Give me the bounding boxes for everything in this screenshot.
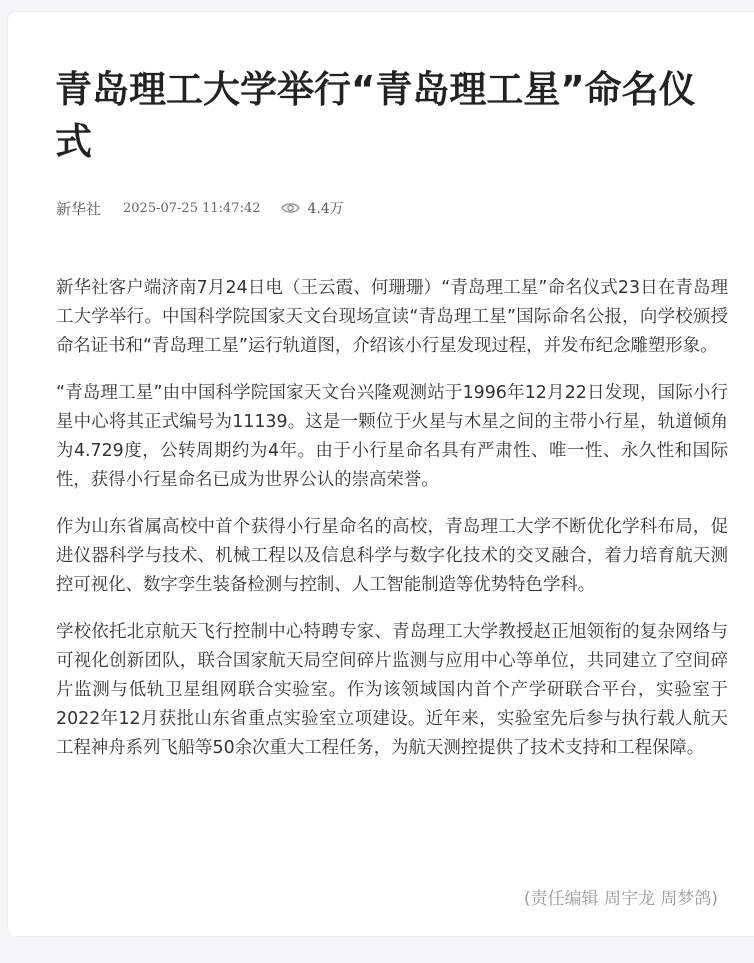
- article-body: [56, 274, 728, 781]
- article-meta: [56, 196, 344, 220]
- source-label[interactable]: 新华社: [56, 199, 102, 218]
- editor-credit: (责任编辑 周宇龙 周梦鸽): [523, 889, 718, 909]
- paragraph: 作为山东省属高校中首个获得小行星命名的高校，青岛理工大学不断优化学科布局，促进仪器科学与技术、机械工程以及信息科学与数字化技术的交叉融合，着力培育航天测控可视化、数字孪生装备检测与控制、人工智能制造等优势特色学科。: [56, 517, 728, 595]
- view-count: 4.4万: [307, 201, 344, 217]
- publish-time: 2025-07-25 11:47:42: [123, 200, 261, 216]
- paragraph: “青岛理工星”由中国科学院国家天文台兴隆观测站于1996年12月22日发现，国际小行星中心将其正式编号为11139。这是一颗位于火星与木星之间的主带小行星，轨道倾角为4.729度，公转周期约为4年。由于小行星命名具有严肃性、唯一性、永久性和国际性，获得小行星命名已成为世界公认的崇高荣誉。: [56, 383, 728, 490]
- paragraph: 新华社客户端济南7月24日电（王云霞、何珊珊）“青岛理工星”命名仪式23日在青岛理工大学举行。中国科学院国家天文台现场宣读“青岛理工星”国际命名公报，向学校颁授命名证书和“青岛理工星”运行轨道图，介绍该小行星发现过程，并发布纪念雕塑形象。: [56, 278, 728, 356]
- eye-icon: [281, 201, 300, 215]
- article-card: [8, 12, 754, 936]
- article-title: 青岛理工大学举行“青岛理工星”命名仪式: [55, 68, 696, 163]
- paragraph: 学校依托北京航天飞行控制中心特聘专家、青岛理工大学教授赵正旭领衔的复杂网络与可视化创新团队，联合国家航天局空间碎片监测与应用中心等单位，共同建立了空间碎片监测与低轨卫星组网联合实验室。作为该领域国内首个产学研联合平台，实验室于2022年12月获批山东省重点实验室立项建设。近年来，实验室先后参与执行载人航天工程神舟系列飞船等50余次重大工程任务，为航天测控提供了技术支持和工程保障。: [56, 622, 728, 758]
